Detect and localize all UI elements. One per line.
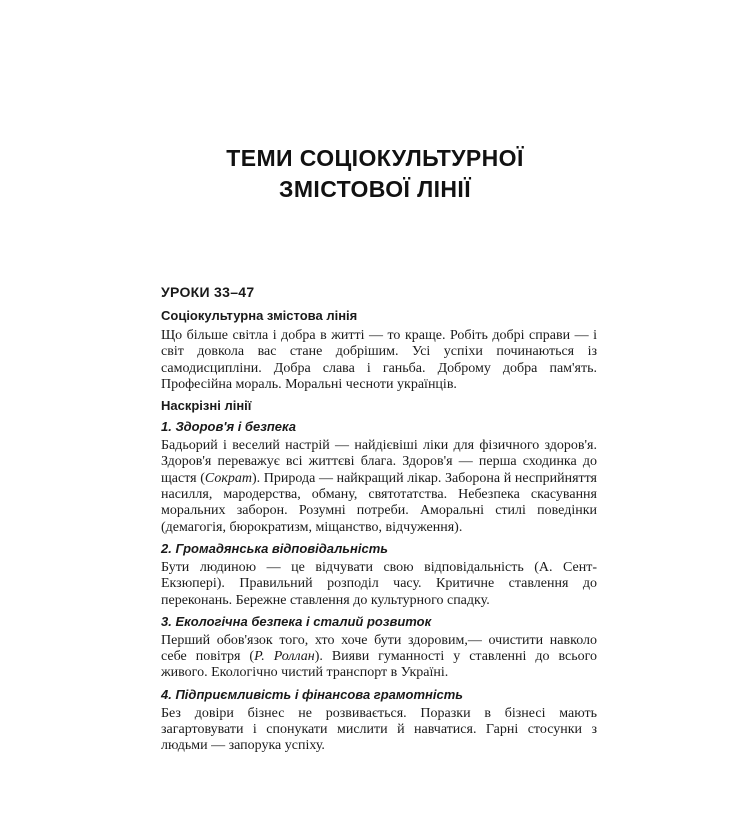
text-run: ). Природа — найкращий лікар. Заборона й несприйняття насилля, мародерства, обману, святотатства. Небезпека скасування моральних заборон. Розумні потреби. Аморальні стилі поведінки (демагогія, бюрократизм, міщанство, відчуження). [161, 470, 598, 535]
cross-line-heading: 3. Екологічна безпека і сталий розвиток [161, 613, 432, 629]
cross-line-heading: 1. Здоров'я і безпека [161, 419, 296, 435]
page-content [161, 283, 597, 759]
cross-line-item [161, 540, 597, 609]
cross-line-item [161, 613, 597, 682]
text-run-italic: Сократ [204, 470, 252, 486]
cross-line-text [161, 560, 597, 609]
text-run: Без довіри бізнес не розвивається. Поразки в бізнесі мають загартовувати і спонукати мислити й навчатися. Гарні стосунки з людьми — запорука успіху. [161, 705, 597, 754]
sociocultural-section [161, 307, 597, 393]
text-run: Бути людиною — це відчувати свою відповідальність (А. Сент-Екзюпері). Правильний розподіл часу. Критичне ставлення до переконань. Бережне ставлення до культурного спадку. [161, 559, 597, 608]
page-title-line-1: ТЕМИ СОЦІОКУЛЬТУРНОЇ [226, 145, 524, 171]
sociocultural-heading: Соціокультурна змістова лінія [161, 308, 358, 323]
cross-line-text [161, 706, 597, 755]
text-run: ). Вияви гуманності у ставленні до всього живого. Екологічно чистий транспорт в Україні. [161, 649, 597, 681]
cross-lines-heading: Наскрізні лінії [161, 398, 252, 414]
text-run-italic: Р. Роллан [254, 649, 315, 665]
cross-line-item [161, 686, 597, 755]
cross-line-item [161, 418, 597, 536]
cross-lines-section [161, 397, 597, 754]
sociocultural-text: Що більше світла і добра в житті — то краще. Робіть добрі справи — і світ довкола вас стане добрішим. Усі успіхи починаються із самодисципліни. Добра слава і ганьба. Доброму добра пам'ять. Професійна мораль. Моральні чесноти українців. [161, 328, 597, 392]
text-run: Бадьорий і веселий настрій — найдієвіші ліки для фізичного здоров'я. Здоров'я переважує всі життєві блага. Здоров'я — перша сходинка до щастя ( [161, 438, 597, 486]
cross-line-heading: 4. Підприємливість і фінансова грамотність [161, 686, 463, 702]
cross-line-text [161, 633, 597, 682]
lessons-heading: УРОКИ 33–47 [161, 284, 255, 300]
cross-line-text [161, 438, 597, 536]
page-title-line-2: ЗМІСТОВОЇ ЛІНІЇ [279, 176, 471, 202]
cross-line-heading: 2. Громадянська відповідальність [161, 540, 388, 556]
page-title [0, 143, 750, 205]
text-run: Перший обов'язок того, хто хоче бути здоровим,— очистити навколо себе повітря ( [161, 632, 597, 665]
